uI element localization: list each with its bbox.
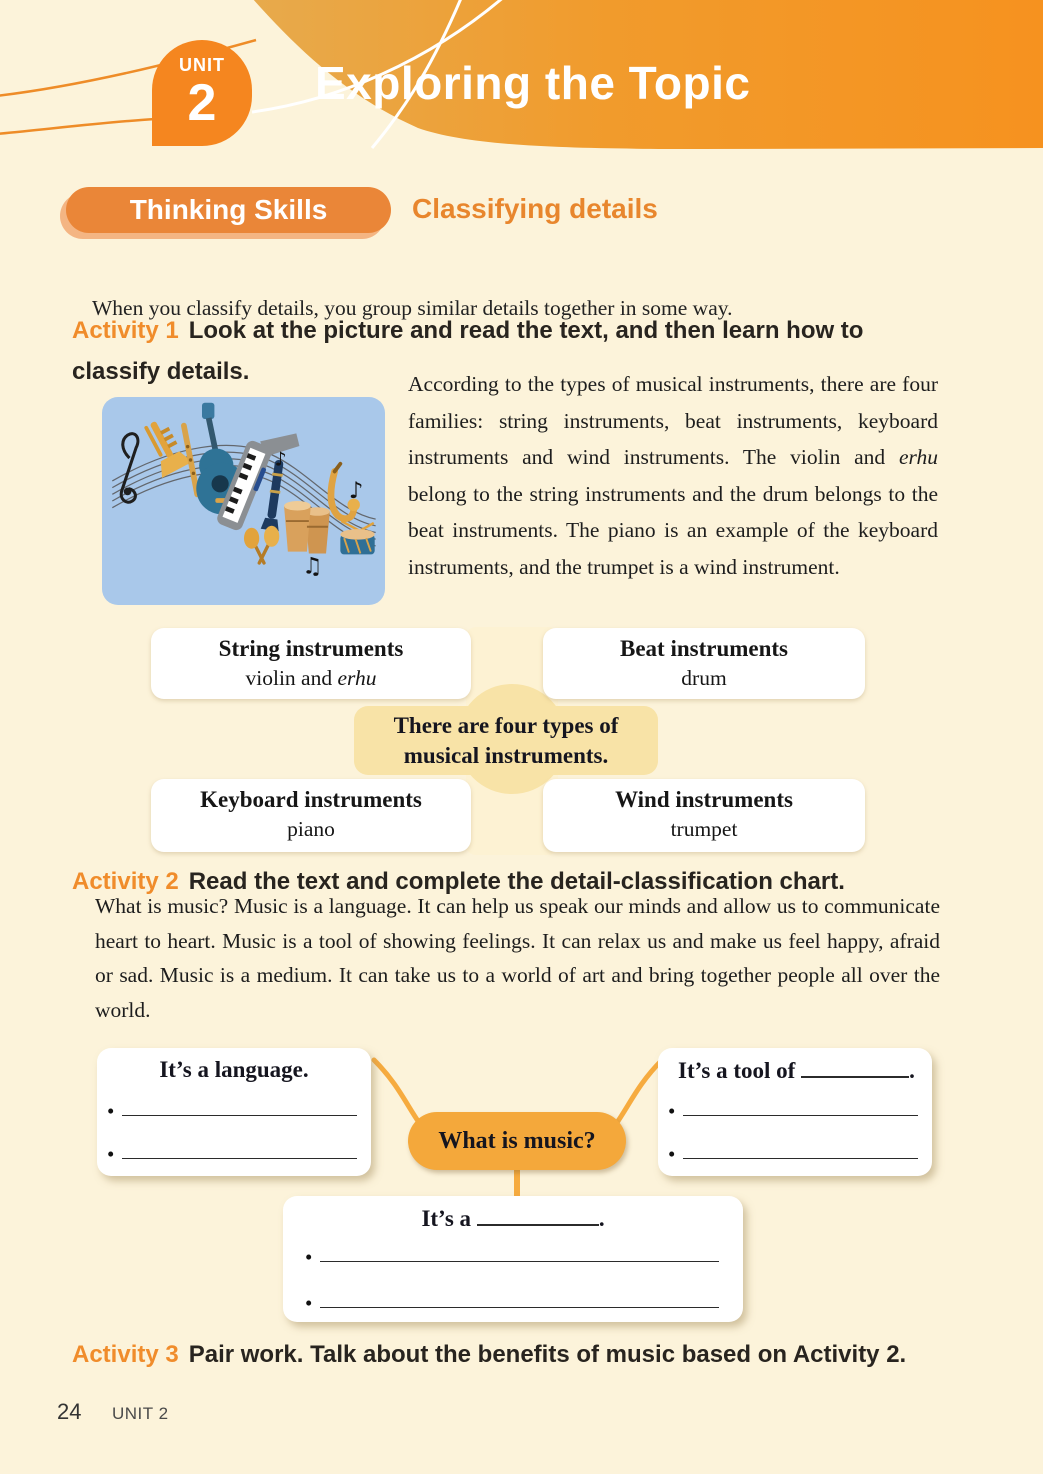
activity3-heading	[72, 1334, 957, 1375]
answer-blank-row	[668, 1142, 918, 1166]
instruments-art	[102, 397, 385, 605]
answer-blank-row	[107, 1099, 357, 1123]
title-blank	[801, 1057, 909, 1078]
bullet: •	[668, 1142, 676, 1166]
chart-box-keyboard	[151, 779, 471, 852]
thinking-skills-label: Thinking Skills	[129, 194, 328, 225]
answer-box-language	[97, 1048, 371, 1176]
svg-text:♪: ♪	[348, 478, 364, 505]
chart-box-title: Beat instruments	[619, 636, 789, 661]
orange-curve-2	[0, 119, 156, 134]
answer-box-title: It’s a language.	[159, 1057, 309, 1082]
activity3-instruction: Pair work. Talk about the benefits of music based on Activity 2.	[188, 1341, 907, 1368]
blank-line	[683, 1157, 918, 1159]
chart-box-string	[151, 628, 471, 699]
chart-center-line2: musical instruments.	[403, 743, 609, 768]
chart-center-bubble	[354, 706, 658, 775]
passage-before: According to the types of musical instruments, there are four families: string instruments, beat instruments, keyboard instruments and wind instruments. The violin and	[408, 372, 938, 469]
medium-title-suffix: .	[598, 1206, 605, 1231]
activity1-instruction: Look at the picture and read the text, and then learn how to classify details.	[72, 317, 864, 385]
answer-blank-row	[107, 1142, 357, 1166]
answer-box-tool	[658, 1048, 932, 1176]
svg-text:♪: ♪	[274, 448, 287, 471]
chart-box-title: Wind instruments	[615, 787, 793, 812]
blank-line	[320, 1306, 719, 1308]
activity2-paragraph: What is music? Music is a language. It can help us speak our minds and allow us to communicate heart to heart. Music is a tool of showing feelings. It can relax us and make us feel happy, afraid or sad. Music is a medium. It can take us to a world of art and bring together people all over the world.	[95, 894, 940, 1022]
string-value-italic: erhu	[337, 666, 377, 690]
bullet: •	[107, 1099, 115, 1123]
bullet: •	[107, 1142, 115, 1166]
footer-page-number: 24	[57, 1399, 82, 1424]
chart-box-value	[151, 666, 471, 691]
answer-box-medium	[283, 1196, 743, 1322]
title-blank	[477, 1205, 599, 1226]
maracas-icon	[244, 526, 279, 563]
blank-line	[122, 1114, 357, 1116]
chart-box-value: drum	[681, 666, 727, 690]
answer-blank-row	[305, 1291, 719, 1315]
thinking-skills-badge	[66, 187, 391, 233]
chart-box-wind	[543, 779, 865, 852]
chart-center-line1: There are four types of	[393, 713, 619, 738]
passage-text	[408, 366, 938, 585]
activity2-label: Activity 2	[72, 868, 179, 895]
chart-box-title: Keyboard instruments	[200, 787, 422, 812]
chart-box-value: trumpet	[670, 817, 738, 841]
tool-title-prefix: It’s a tool of	[678, 1058, 802, 1083]
unit-badge	[152, 40, 252, 146]
bullet: •	[305, 1291, 313, 1315]
medium-title-prefix: It’s a	[421, 1206, 477, 1231]
bullet: •	[668, 1099, 676, 1123]
answer-box-title	[658, 1057, 932, 1084]
congas-icon	[284, 501, 330, 553]
blank-line	[683, 1114, 918, 1116]
treble-clef-icon	[121, 434, 138, 503]
tool-title-suffix: .	[909, 1058, 915, 1083]
unit-label: UNIT	[179, 55, 225, 75]
passage-after: belong to the string instruments and the drum belongs to the beat instruments. The piano is an example of the keyboard instruments, and the trumpet is a wind instrument.	[408, 481, 938, 579]
instruments-illustration	[102, 397, 385, 605]
answer-blank-row	[305, 1245, 719, 1269]
unit-number: 2	[187, 74, 217, 132]
blank-line	[320, 1260, 719, 1262]
intro-text: When you classify details, you group similar details together in some way.	[92, 295, 733, 320]
whatismusic-bubble	[408, 1112, 626, 1170]
string-value-before: violin and	[245, 666, 338, 690]
whatismusic-label: What is music?	[438, 1127, 596, 1154]
blank-line	[122, 1157, 357, 1159]
activity1-label: Activity 1	[72, 317, 179, 344]
answer-blank-row	[668, 1099, 918, 1123]
page-title: Exploring the Topic	[315, 57, 751, 109]
chart-box-value: piano	[287, 817, 335, 841]
skills-topic: Classifying details	[412, 193, 658, 224]
answer-box-title	[283, 1205, 743, 1232]
chart-box-title: String instruments	[218, 636, 404, 661]
bullet: •	[305, 1245, 313, 1269]
passage-italic-term: erhu	[898, 445, 938, 469]
footer-unit-label: UNIT 2	[112, 1404, 169, 1423]
activity3-label: Activity 3	[72, 1341, 179, 1368]
svg-text:♫: ♫	[302, 553, 323, 580]
chart-box-beat	[543, 628, 865, 699]
activity2-instruction: Read the text and complete the detail-classification chart.	[188, 868, 845, 895]
